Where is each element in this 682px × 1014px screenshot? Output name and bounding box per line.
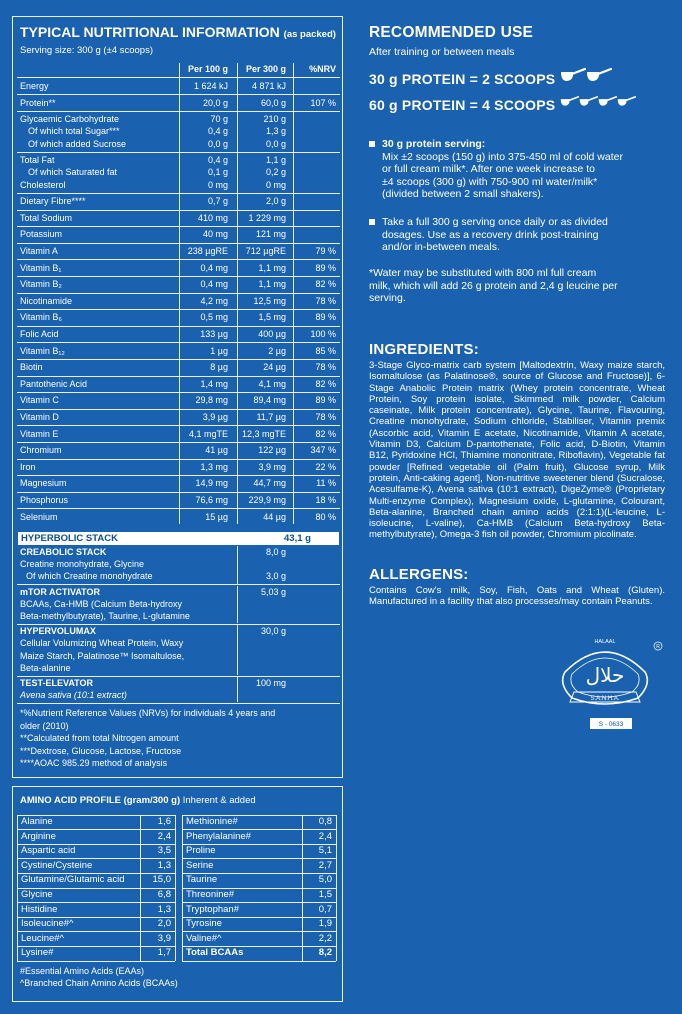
cell-v3: 78 %: [315, 295, 336, 306]
cell-v2: 400 µg: [258, 329, 286, 339]
stack-name: TEST-ELEVATOR: [20, 678, 94, 688]
table-divider: [17, 676, 340, 677]
cell-v1: 133 µg: [200, 329, 228, 339]
cell-v3: 89 %: [315, 262, 336, 273]
amino-row: [17, 932, 175, 947]
cell-v1: 0,1 g: [207, 167, 228, 178]
cell-v3: [290, 196, 336, 208]
table-column-divider: [237, 625, 238, 675]
cell-v3: 82 %: [315, 378, 336, 389]
cell-name: Pantothenic Acid: [20, 378, 88, 389]
stack-amount: 8,0 g: [265, 547, 286, 557]
amino-value: 2,0: [157, 918, 171, 930]
amino-grid-line: [140, 815, 141, 961]
bullet-icon: [369, 219, 375, 225]
amino-value: 1,7: [157, 947, 171, 959]
cell-name: Of which Saturated fat: [28, 167, 118, 178]
cell-v2: 4,1 mg: [258, 378, 286, 389]
stack-label: HYPERBOLIC STACK: [21, 533, 118, 544]
cell-v1: 1,4 mg: [200, 378, 228, 389]
cell-v1: 0,4 g: [207, 155, 228, 166]
amino-value: 0,8: [318, 816, 332, 827]
cell-v3: 89 %: [315, 312, 336, 323]
stack-value: 43,1 g: [284, 533, 311, 544]
amino-grid-line: [302, 815, 303, 961]
amino-row: [182, 873, 336, 888]
amino-acid-panel: [12, 786, 343, 1002]
amino-value: 2,7: [318, 859, 332, 871]
cell-v3: [290, 114, 336, 126]
cell-v2: 12,5 mg: [253, 295, 286, 306]
amino-row: [17, 859, 175, 874]
table-column-divider: [179, 63, 180, 524]
amino-grid-line: [336, 815, 337, 961]
scoop-icons-2: [560, 68, 612, 89]
amino-row: [17, 873, 175, 888]
amino-row: [17, 888, 175, 903]
amino-value: 1,9: [318, 918, 332, 930]
cell-name: Vitamin E: [20, 428, 59, 439]
table-column-divider: [293, 63, 294, 524]
amino-value: 6,8: [157, 889, 171, 900]
stack-description: Creatine monohydrate, Glycine: [20, 559, 145, 570]
table-divider: [17, 703, 340, 704]
amino-name: Arginine: [21, 830, 56, 842]
amino-value: 2,4: [318, 830, 332, 842]
cell-v2: 11,7 µg: [256, 412, 286, 422]
amino-row: [182, 815, 336, 830]
bullet-serving-line: ±4 scoops (300 g) with 750-900 ml water/milk*: [382, 175, 598, 188]
cell-v1: 0,4 mg: [200, 262, 228, 273]
cell-name: Vitamin D: [20, 412, 59, 422]
cell-v1: 15 µg: [205, 511, 228, 522]
amino-footnote: #Essential Amino Acids (EAAs): [20, 966, 145, 976]
bullet-serving: [369, 138, 669, 201]
stack-name: CREABOLIC STACK: [20, 547, 107, 557]
cell-v2: 4 871 kJ: [251, 81, 286, 91]
hyperbolic-stack-bar: [18, 532, 339, 545]
amino-value: 3,9: [157, 932, 171, 944]
amino-row: [182, 932, 336, 947]
cell-v2: 122 µg: [258, 445, 286, 456]
amino-row: [182, 830, 336, 845]
cell-v3: 347 %: [310, 445, 336, 456]
stack-name: mTOR ACTIVATOR: [20, 586, 101, 597]
cell-name: Vitamin A: [20, 246, 58, 256]
cell-v2: 0,2 g: [265, 167, 286, 178]
ingredients-heading: INGREDIENTS:: [369, 341, 479, 358]
cell-name: Vitamin B₁: [20, 262, 62, 273]
cell-name: Vitamin B₁₂: [20, 345, 65, 356]
cell-v2: 12,3 mgTE: [241, 428, 286, 439]
cell-v3: 80 %: [315, 511, 336, 522]
amino-grid-line: [182, 815, 183, 961]
cell-v3: 82 %: [315, 428, 336, 439]
amino-row: [17, 946, 175, 961]
cell-v1: 40 mg: [202, 229, 228, 240]
amino-name: Isoleucine#^: [21, 918, 74, 930]
cell-v1: 14,9 mg: [195, 478, 228, 489]
bullet-icon: [369, 141, 375, 147]
amino-row: [17, 815, 175, 830]
nutrition-title: TYPICAL NUTRITIONAL INFORMATION (as packed): [20, 24, 336, 40]
cell-name: Total Fat: [20, 155, 55, 166]
table-column-divider: [237, 546, 238, 584]
cell-v3: 18 %: [315, 495, 336, 505]
cell-name: Total Sodium: [20, 212, 73, 223]
amino-name: Threonine#: [186, 889, 235, 900]
amino-grid-line: [175, 815, 176, 961]
stack-description: Maize Starch, Palatinose™ Isomaltulose,: [20, 650, 185, 661]
amino-value: 8,2: [318, 947, 332, 959]
stack-description: BCAAs, Ca-HMB (Calcium Beta-hydroxy: [20, 598, 183, 609]
recommended-use-section: [369, 24, 669, 59]
amino-value: 1,3: [157, 859, 171, 871]
cell-v1: 0,0 g: [207, 138, 228, 149]
cell-v2: 44 µg: [263, 511, 286, 522]
bullet-usage-line: Take a full 300 g serving once daily or as divided: [382, 216, 608, 228]
cell-v3: [290, 126, 336, 138]
dose-line-1: [369, 68, 669, 90]
cell-name: Vitamin C: [20, 395, 59, 406]
stack-sub-row: Of which Creatine monohydrate 3,0 g: [26, 571, 286, 582]
recommended-heading: RECOMMENDED USE: [369, 24, 534, 41]
amino-name: Phenylalanine#: [186, 830, 251, 842]
nutrition-panel: [12, 16, 343, 778]
cell-v1: 238 µgRE: [187, 246, 228, 256]
column-header: Per 100 g: [187, 64, 228, 74]
stack-description: Beta-methylbutyrate), Taurine, L-glutamine: [20, 611, 190, 621]
scoop-icon: [579, 94, 598, 110]
amino-name: Tryptophan#: [186, 903, 239, 915]
cell-v3: [290, 213, 336, 225]
cell-v1: 410 mg: [197, 212, 228, 223]
amino-grid-line: [182, 815, 336, 816]
cell-v2: 0 mg: [265, 179, 286, 190]
amino-value: 5,1: [318, 845, 332, 857]
amino-value: 15,0: [152, 874, 171, 886]
cell-v1: 0,4 mg: [200, 279, 228, 290]
amino-name: Leucine#^: [21, 932, 65, 944]
cell-v2: 2 µg: [268, 345, 286, 356]
scoop-icons-4: [560, 94, 636, 115]
cell-v3: 22 %: [315, 461, 336, 472]
amino-value: 2,4: [157, 830, 171, 842]
cell-v3: 79 %: [315, 246, 336, 256]
amino-row: [182, 903, 336, 918]
cell-v1: 4,1 mgTE: [188, 428, 228, 439]
cell-v2: 210 g: [263, 114, 286, 125]
scoop-icon: [586, 68, 612, 84]
footnote: ***Dextrose, Glucose, Lactose, Fructose: [20, 745, 182, 756]
recommended-subheading: After training or between meals: [369, 46, 515, 58]
amino-value: 5,0: [318, 874, 332, 886]
allergens-text: Contains Cow's milk, Soy, Fish, Oats and Wheat (Gluten). Manufactured in a facility that also processes/may contain Peanuts.: [369, 585, 665, 608]
cell-v1: 0 mg: [207, 179, 228, 190]
dose-2-label: 60 g PROTEIN = 4 SCOOPS: [369, 96, 556, 113]
cell-v2: 121 mg: [255, 229, 286, 240]
amino-name: Valine#^: [186, 932, 222, 944]
cell-v1: 70 g: [210, 114, 228, 125]
cell-v3: 78 %: [315, 412, 336, 422]
amino-name: Cystine/Cysteine: [21, 859, 93, 871]
cell-v2: 2,0 g: [265, 196, 286, 207]
bullet-usage-line: dosages. Use as a recovery drink post-training: [382, 228, 599, 241]
stack-amount: 100 mg: [255, 678, 286, 688]
amino-footnote: ^Branched Chain Amino Acids (BCAAs): [20, 977, 178, 988]
halaal-number: S - 0633: [598, 721, 624, 728]
amino-name: Proline: [186, 845, 216, 857]
amino-row: [17, 917, 175, 932]
amino-name: Total BCAAs: [186, 947, 244, 959]
amino-row: [17, 830, 175, 845]
cell-v3: [290, 139, 336, 151]
cell-name: Vitamin B₆: [20, 312, 62, 323]
amino-row: [182, 946, 336, 961]
cell-name: Biotin: [20, 362, 43, 373]
amino-row: [182, 859, 336, 874]
cell-v2: 3,9 mg: [258, 461, 286, 472]
ingredients-section: [369, 341, 669, 541]
halaal-top-text: HALAAL: [594, 639, 616, 645]
cell-v2: 89,4 mg: [253, 395, 286, 406]
cell-v1: 1 µg: [210, 345, 228, 356]
amino-row: [182, 888, 336, 903]
amino-row: [182, 917, 336, 932]
stack-row: [17, 587, 340, 599]
bullet-serving-line: (divided between 2 small shakers).: [382, 188, 544, 200]
scoop-icon: [560, 94, 579, 110]
table-column-divider: [237, 586, 238, 624]
cell-v1: 4,2 mg: [200, 295, 228, 306]
cell-v1: 0,4 g: [207, 126, 228, 137]
stack-row: [17, 678, 340, 690]
cell-v2: 712 µgRE: [245, 246, 286, 256]
footnote: *%Nutrient Reference Values (NRVs) for individuals 4 years and: [20, 708, 276, 719]
cell-name: Of which total Sugar***: [28, 126, 120, 137]
scoop-icon: [560, 68, 586, 84]
cell-v3: 89 %: [315, 395, 336, 406]
cell-v1: 8 µg: [210, 362, 228, 373]
cell-v2: 1,1 mg: [258, 262, 286, 273]
bullet-usage: [369, 216, 669, 254]
amino-name: Lysine#: [21, 947, 54, 959]
footnote: **Calculated from total Nitrogen amount: [20, 733, 179, 744]
cell-name: Selenium: [20, 511, 58, 522]
cell-v3: [290, 180, 336, 192]
allergens-heading: ALLERGENS:: [369, 566, 469, 583]
stack-amount: 30,0 g: [260, 626, 286, 637]
cell-v1: 76,6 mg: [195, 495, 228, 505]
cell-v2: 24 µg: [263, 362, 286, 373]
halaal-body-text: S.A.N.H.A.: [590, 696, 620, 702]
cell-v1: 29,8 mg: [195, 395, 228, 406]
cell-v2: 1,3 g: [265, 126, 286, 137]
cell-name: Glycaemic Carbohydrate: [20, 114, 120, 125]
cell-v3: 78 %: [315, 362, 336, 373]
amino-name: Glycine: [21, 889, 53, 900]
cell-v2: 1,1 mg: [258, 279, 286, 290]
cell-v2: 60,0 g: [260, 97, 286, 108]
amino-grid-line: [17, 815, 18, 961]
dose-1-label: 30 g PROTEIN = 2 SCOOPS: [369, 70, 556, 87]
cell-name: Dietary Fibre****: [20, 196, 86, 207]
amino-value: 1,5: [318, 889, 332, 900]
amino-row: [182, 844, 336, 859]
amino-value: 0,7: [318, 903, 332, 915]
amino-name: Serine: [186, 859, 214, 871]
cell-v3: [290, 229, 336, 241]
allergens-section: [369, 566, 669, 608]
cell-name: Nicotinamide: [20, 295, 73, 306]
amino-name: Alanine: [21, 816, 53, 827]
stack-row: [17, 626, 340, 638]
cell-v3: 85 %: [315, 345, 336, 356]
bullet-usage-line: and/or in-between meals.: [382, 241, 500, 253]
table-divider: [17, 584, 340, 585]
stack-name: HYPERVOLUMAX: [20, 626, 96, 637]
amino-grid-line: [182, 961, 336, 962]
amino-row: [17, 844, 175, 859]
table-column-divider: [237, 63, 238, 524]
halaal-arabic-text: حلال: [585, 663, 625, 687]
bullet-serving-title: 30 g protein serving:: [382, 138, 486, 150]
amino-name: Methionine#: [186, 816, 238, 827]
cell-name: Vitamin B₂: [20, 279, 62, 290]
bullet-serving-line: Mix ±2 scoops (150 g) into 375-450 ml of cold water: [382, 150, 623, 163]
cell-v3: [290, 81, 336, 93]
cell-v1: 20,0 g: [202, 97, 228, 108]
cell-name: Iron: [20, 461, 36, 472]
cell-v2: 1 229 mg: [248, 212, 286, 223]
serving-size: Serving size: 300 g (±4 scoops): [20, 45, 153, 56]
cell-v2: 1,1 g: [265, 155, 286, 166]
cell-name: Chromium: [20, 445, 62, 456]
stack-description: Avena sativa (10:1 extract): [20, 690, 127, 701]
halaal-seal-graphic: [560, 634, 670, 732]
amino-name: Histidine: [21, 903, 58, 915]
cell-v3: 82 %: [315, 279, 336, 290]
cell-v2: 1,5 mg: [258, 312, 286, 323]
footnote: older (2010): [20, 720, 69, 731]
table-column-divider: [237, 677, 238, 702]
amino-name: Tyrosine: [186, 918, 222, 930]
cell-v1: 1,3 mg: [200, 461, 228, 472]
ingredients-text: 3-Stage Glyco-matrix carb system [Maltodextrin, Waxy maize starch, Isomaltulose (as Palatinose®, source of Glucose and Fructose)], 6-Stage Anabolic Protein matrix (Whey protein concentrate, Wheat Protein, Soy protein isolate, Skimmed milk powder, Calcium caseinate, Milk protein concentrate), Glycine, Taurine, Flavouring, Creatine monohydrate, Sodium chloride, Stabiliser, Vitamin premix (Ascorbic acid, Vitamin E acetate, Nicotinamide, Vitamin A acetate, Vitamin D3, Calcium D-pantothenate, Folic acid, D-Biotin, Vitamin B12, Pyridoxine HCl, Thiamine mononitrate, Riboflavin), Vegetable fat powder [Refined vegetable oil (Palm fruit), Glucose syrup, Milk protein, Anti-caking agent], Non-nutritive sweetener blend (Sucralose, Acesulfame-K), Avena sativa (10:1 extract), DigeZyme® (Proprietary Multi-enzyme Complex), Magnesium oxide, L-glutamine, Colourant, Beta-alanine, Branched chain amino acids (2:1:1)(L-leucine, L-isoleucine, L-valine), Ca-HMB (Calcium Beta-hydroxy Beta-methylbutyrate), Omega-3 fish oil powder, Chromium picolinate.: [369, 360, 665, 541]
cell-v3: 100 %: [310, 329, 336, 339]
cell-name: Energy: [20, 81, 49, 91]
cell-v3: [290, 155, 336, 167]
cell-name: Folic Acid: [20, 329, 59, 339]
amino-name: Aspartic acid: [21, 845, 76, 857]
cell-name: Phosphorus: [20, 495, 69, 505]
table-divider: [17, 624, 340, 625]
cell-v3: [290, 167, 336, 179]
scoop-icon: [598, 94, 617, 110]
stack-row: [17, 547, 340, 559]
cell-v2: 229,9 mg: [248, 495, 286, 505]
stack-description: Beta-alanine: [20, 662, 71, 673]
cell-name: Potassium: [20, 229, 63, 240]
cell-name: Magnesium: [20, 478, 67, 489]
amino-title: AMINO ACID PROFILE (gram/300 g) Inherent & added: [20, 795, 256, 806]
amino-value: 1,6: [157, 816, 171, 827]
cell-name: Cholesterol: [20, 179, 66, 190]
cell-v1: 0,7 g: [207, 196, 228, 207]
bullet-serving-line: or full cream milk*. After one week increase to: [382, 163, 596, 175]
column-header: Per 300 g: [245, 64, 286, 74]
svg-text:R: R: [656, 644, 660, 650]
column-header: %NRV: [309, 64, 336, 74]
amino-value: 3,5: [157, 845, 171, 857]
scoop-icon: [617, 94, 636, 110]
cell-v2: 0,0 g: [265, 138, 286, 149]
halaal-seal-logo: [560, 634, 670, 732]
cell-v1: 3,9 µg: [202, 412, 228, 422]
cell-v2: 44,7 mg: [253, 478, 286, 489]
dose-line-2: [369, 94, 669, 116]
cell-v3: 107 %: [310, 97, 336, 108]
cell-v1: 1 624 kJ: [193, 81, 228, 91]
stack-description: Cellular Volumizing Wheat Protein, Waxy: [20, 638, 184, 649]
cell-v1: 0,5 mg: [200, 312, 228, 323]
amino-grid-line: [17, 961, 175, 962]
cell-name: Of which added Sucrose: [28, 138, 127, 149]
amino-value: 1,3: [157, 903, 171, 915]
stack-amount: 5,03 g: [260, 586, 286, 597]
amino-name: Glutamine/Glutamic acid: [21, 874, 125, 886]
amino-grid-line: [17, 815, 175, 816]
amino-value: 2,2: [318, 932, 332, 944]
amino-name: Taurine: [186, 874, 218, 886]
amino-row: [17, 903, 175, 918]
cell-name: Protein**: [20, 97, 56, 108]
water-note: *Water may be substituted with 800 ml full cream milk, which will add 26 g protein and 2,4 g leucine per serving.: [369, 267, 618, 304]
footnote: ****AOAC 985.29 method of analysis: [20, 758, 168, 768]
cell-v3: 11 %: [316, 478, 336, 489]
cell-v1: 41 µg: [205, 445, 228, 456]
